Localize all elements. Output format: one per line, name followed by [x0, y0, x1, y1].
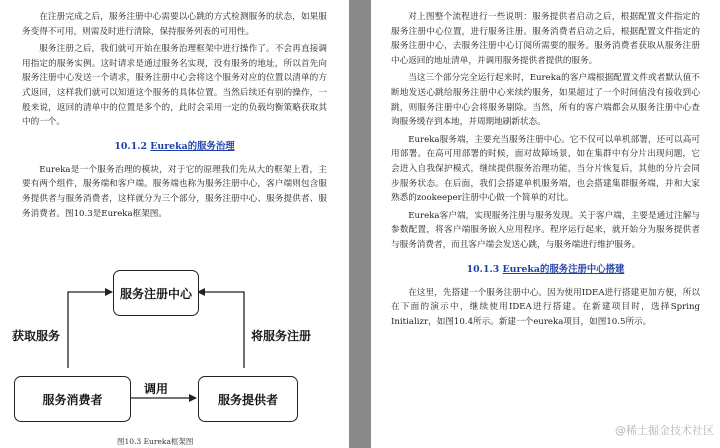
section-number: 10.1.3 [466, 263, 503, 275]
section-heading-10-1-2 [22, 139, 327, 155]
section-heading-10-1-3 [391, 262, 700, 278]
right-paragraph-3: Eureka服务端，主要充当服务注册中心。它不仅可以单机部署，还可以高可用部署。在高可用部署的时候，面对故障场景，如在集群中有分片出现问题，它会进入自我保护模式，继续提供服务治理功能，当分片恢复后，其他的分片会同步服务状态。在后面，我们会搭建单机服务端，也会搭建集群服务端，并和大家熟悉的zookeeper注册中心做一个简单的对比。 [391, 134, 700, 204]
section-title: Eureka的服务注册中心搭建 [502, 263, 625, 275]
registry-box: 服务注册中心 [113, 270, 199, 316]
right-paragraph-4: Eureka客户端，实现服务注册与服务发现。关于客户端，主要是通过注解与参数配置，将客户端服务嵌入应用程序。程序运行起来，就开始分为服务提供者与服务消费者，而且客户端会发送心跳，与服务端进行维护服务。 [391, 210, 700, 250]
left-page [0, 0, 349, 448]
right-paragraph-1: 对上图整个流程进行一些说明：服务提供者启动之后，根据配置文件指定的服务注册中心位置，进行服务注册。服务消费者启动之后，根据配置文件指定的服务注册中心，去服务注册中心订阅所需要的服务。服务消费者获取从服务注册中心返回的地址清单，并调用服务提供者提供的服务。 [391, 12, 700, 66]
site-watermark: @稀土掘金技术社区 [615, 424, 714, 437]
consumer-box: 服务消费者 [14, 376, 131, 422]
right-paragraph-5: 在这里，先搭建一个服务注册中心。因为使用IDEA进行搭建更加方便，所以在下面的演示中，继续使用IDEA进行搭建。在新建项目时，选择Spring Initializr，如图10.4所示。新建一个eureka项目，如图10.5所示。 [391, 287, 700, 327]
register-service-arrow [198, 292, 244, 368]
fetch-service-arrow [68, 292, 112, 368]
left-paragraph-3: Eureka是一个服务治理的模块，对于它的原理我们先从大的框架上看，主要有两个组件，服务端和客户端。服务端也称为服务注册中心，客户端则包含服务提供者与服务消费者，这样就分为三个部分，服务注册中心、服务提供者、服务消费者。图10.3是Eureka框架图。 [22, 164, 327, 219]
eureka-architecture-diagram [0, 262, 349, 448]
fetch-service-label: 获取服务 [12, 329, 61, 343]
invoke-label: 调用 [144, 382, 169, 396]
section-title: Eureka的服务治理 [150, 140, 235, 152]
register-service-label: 将服务注册 [251, 329, 312, 343]
section-number: 10.1.2 [114, 140, 151, 152]
left-paragraph-2: 服务注册之后，我们就可开始在服务治理框架中进行操作了。不会再直接调用指定的服务实例。这时请求是通过服务名实现，没有服务的地址，所以首先向服务注册中心发送一个请求，服务注册中心会将这个服务对应的位置以清单的方式返回，这样我们就可以知道这个服务的具体位置。当然后续还有别的操作，一般来说，返回的清单中的位置是多个的，此时会采用一定的负载均衡策略获取其中的一个。 [22, 44, 327, 128]
right-page [371, 0, 720, 448]
left-paragraph-1: 在注册完成之后，服务注册中心需要以心跳的方式检测服务的状态，如果服务变得不可用，则需及时进行清除，保持服务列表的可用性。 [22, 12, 327, 37]
figure-caption: 图10.3 Eureka框架图 [117, 437, 194, 446]
provider-box: 服务提供者 [198, 376, 298, 422]
right-paragraph-2: 当这三个部分完全运行起来时，Eureka的客户端根据配置文件或者默认值不断地发送心跳给服务注册中心来续约服务，如果超过了一个时间值没有接收到心跳，则服务注册中心会将服务剔除。当然，所有的客户端都会从服务注册中心查询服务缓存到本地，并周期地刷新状态。 [391, 73, 700, 128]
